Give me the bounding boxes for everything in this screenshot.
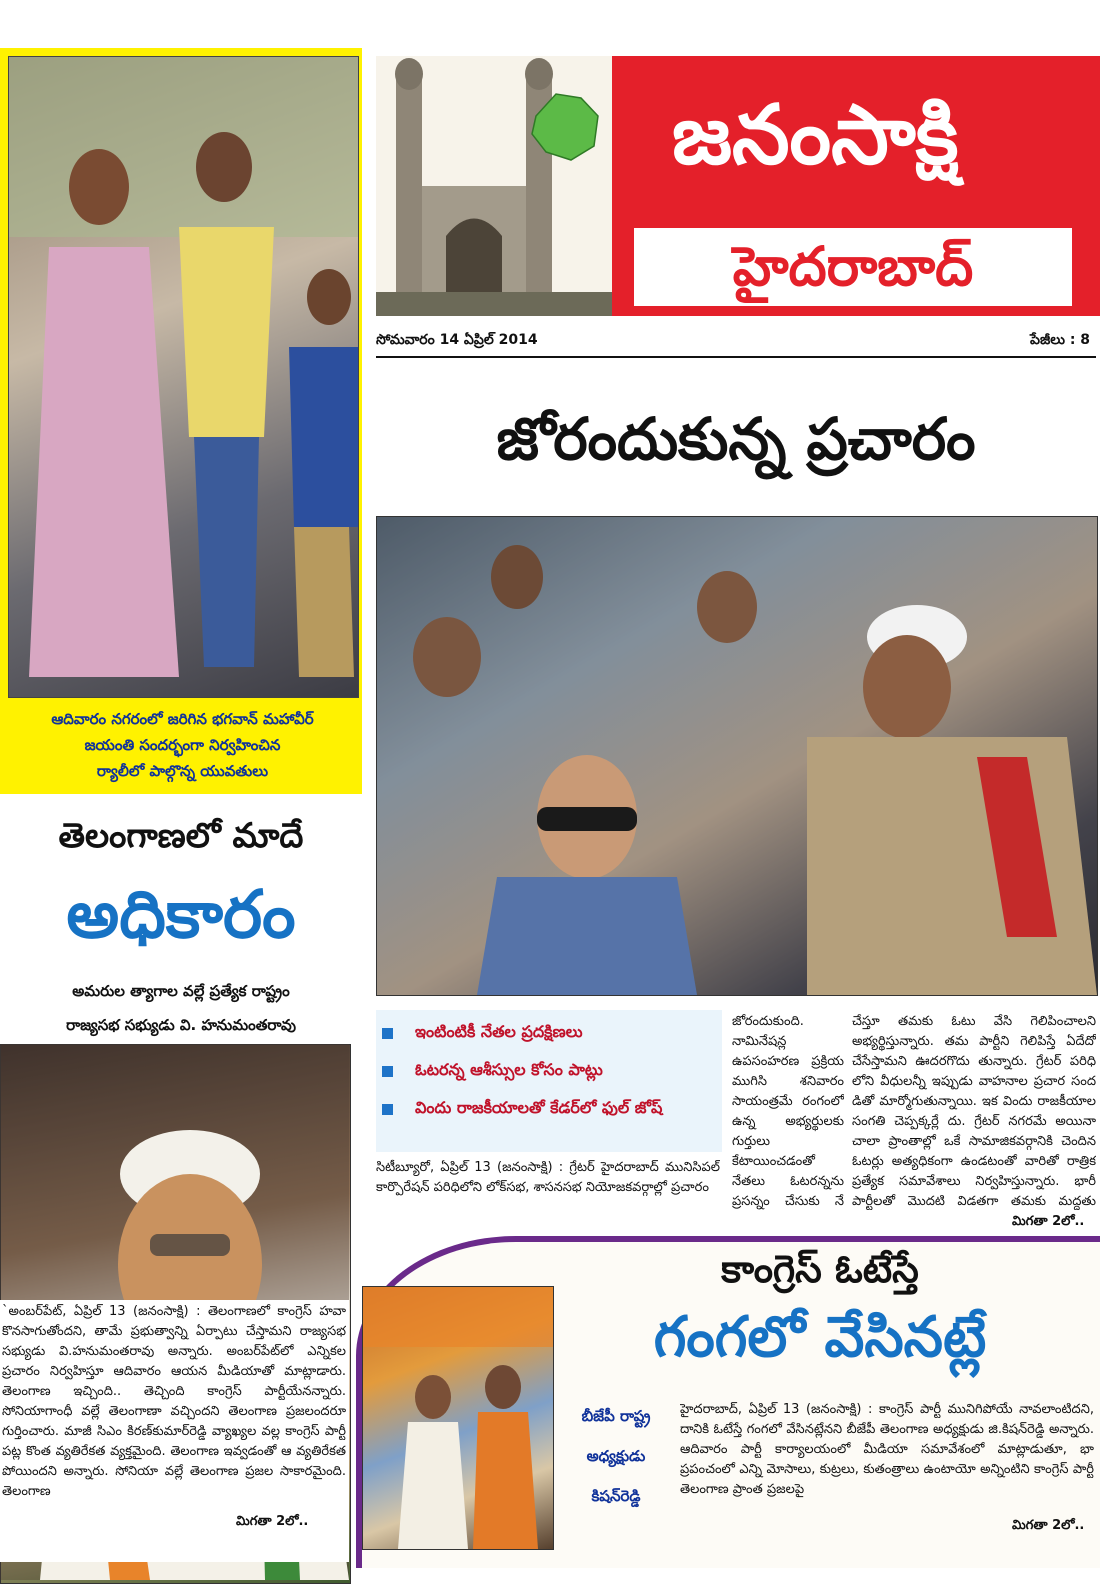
- masthead-pages: పేజీలు : 8: [1030, 332, 1091, 348]
- masthead-title: జనంసాక్షి: [672, 88, 959, 183]
- bullet-square-icon: [382, 1104, 393, 1115]
- main-story-more[interactable]: మిగతా 2లో..: [1012, 1214, 1085, 1229]
- left-subhead-2: రాజ్యసభ సభ్యుడు వి. హనుమంతరావు: [66, 1016, 296, 1034]
- bottom-side-caption: [560, 1396, 672, 1516]
- bjp-rally-figures: [363, 1287, 553, 1549]
- main-body-col1: సిటీబ్యూరో, ఏప్రిల్‌ 13 (జనంసాక్షి) : గ్రేటర్‌ హైదరాబాద్‌ మునిసిపల్‌ కార్పొరేషన్‌ పరిధిలోని లోక్‌సభ, శాసనసభ నియోజకవర్గాల్లో ప్రచారం: [376, 1160, 720, 1195]
- left-subhead-1: అమరుల త్యాగాల వల్లే ప్రత్యేక రాష్ట్రం: [72, 982, 290, 1000]
- rally-photo-figures: [9, 57, 358, 697]
- masthead-rule: [376, 356, 1096, 358]
- side-caption-3: కిషన్‌రెడ్డి: [591, 1487, 641, 1505]
- bullet-text-1: ఇంటింటికీ నేతల ప్రదక్షిణలు: [415, 1021, 583, 1041]
- main-campaign-photo: [376, 516, 1098, 996]
- left-story-more[interactable]: మిగతా 2లో..: [236, 1514, 309, 1529]
- bullet-item-1: [376, 1014, 722, 1052]
- masthead-charminar: [376, 56, 612, 316]
- masthead-red: [612, 56, 1100, 316]
- rally-photo: [8, 56, 359, 698]
- bullet-item-2: [376, 1052, 722, 1090]
- bullet-text-3: విందు రాజకీయాలతో కేడర్‌లో ఫుల్‌ జోష్‌: [415, 1097, 663, 1117]
- side-caption-2: అధ్యక్షుడు: [586, 1447, 646, 1465]
- kishan-reddy-photo: [362, 1286, 554, 1550]
- bullet-item-3: [376, 1090, 722, 1128]
- masthead-edition-box: [634, 228, 1072, 306]
- main-bullets: [376, 1010, 722, 1152]
- main-headline: జోరందుకున్న ప్రచారం: [496, 405, 976, 473]
- crowd-figures: [377, 517, 1097, 995]
- bullet-square-icon: [382, 1028, 393, 1039]
- main-body-col2: జోరందుకుంది. నామినేషన్ల ఉపసంహరణ ప్రక్రియ ముగిసి శనివారం సాయంత్రమే రంగంలో ఉన్న అభ్యర్థులకు గుర్తులు కేటాయించడంతో నేతలు ఓటరన్నను ప్రసన్నం చేసుకు నే: [732, 1014, 844, 1209]
- left-headline: అధికారం: [66, 876, 296, 953]
- caption-line-3: ర్యాలీలో పాల్గొన్న యువతులు: [96, 762, 269, 780]
- left-kicker: తెలంగాణలో మాదే: [58, 816, 304, 856]
- bottom-story-more[interactable]: మిగతా 2లో..: [1012, 1518, 1085, 1533]
- side-caption-1: బీజేపీ రాష్ట్ర: [581, 1407, 651, 1425]
- main-body-col3: చేస్తూ తమకు ఓటు వేసి గెలిపించాలని అభ్యర్థిస్తున్నారు. తమ పార్టీని గెలిపిస్తే ఏదేదో చేసేస్తామని ఊదరగొదు తున్నారు. గ్రేటర్‌ పరిధి లోని వీధులన్నీ ఇప్పుడు వాహనాల ప్రచార సంద డితో మార్మోగుతున్నాయి. ఇక విందు రాజకీయాల సంగతి చెప్పక్కర్లే దు. గ్రేటర్‌ నగరమే అయినా చాలా ప్రాంతాల్లో ఒకే సామాజికవర్గానికి చెందిన ఓటర్లు అత్యధికంగా ఉండటంతో వారితో రాత్రిక ప్రత్యేక సమావేశాలు నిర్వహిస్తున్నారు. భారీ పార్టీలతో మొదటి విడతగా తమకు మద్దతు: [852, 1014, 1096, 1209]
- caption-line-2: జయంతి సందర్భంగా నిర్వహించిన: [84, 736, 281, 754]
- bullet-square-icon: [382, 1066, 393, 1077]
- masthead-edition: హైదరాబాద్: [732, 235, 974, 298]
- bottom-kicker: కాంగ్రెస్‌ ఓటేస్తే: [721, 1247, 919, 1291]
- rally-caption: [8, 706, 357, 784]
- masthead-date: సోమవారం 14 ఏప్రిల్‌ 2014: [376, 332, 538, 348]
- bottom-headline: గంగలో వేసినట్లే: [653, 1305, 987, 1370]
- bullet-text-2: ఓటరన్న ఆశీస్సుల కోసం పాట్లు: [415, 1059, 603, 1079]
- left-story-body: `అంబర్‌పేట్‌, ఏప్రిల్‌ 13 (జనంసాక్షి) : తెలంగాణలో కాంగ్రెస్‌ హవా కొనసాగుతోందని, తామే ప్రభుత్వాన్ని ఏర్పాటు చేస్తామని రాజ్యసభ సభ్యుడు వి.హనుమంతరావు అన్నారు. అంబర్‌పేట్‌లో ఎన్నికల ప్రచారం నిర్వహిస్తూ ఆదివారం ఆయన మీడియాతో మాట్లాడారు. తెలంగాణ ఇచ్చింది.. తెచ్చింది కాంగ్రెస్‌ పార్టీయేనన్నారు. సోనియాగాంధీ వల్లే తెలంగాణా వచ్చిందని తెలంగాణ ప్రజలందరూ గుర్తించారు. మాజీ సిఎం కిరణ్‌కుమార్‌రెడ్డి వ్యాఖ్యల వల్ల కాంగ్రెస్‌ పార్టీ పట్ల కొంత వ్యతిరేకత వ్యక్తమైంది. తెలంగాణ ఇవ్వడంతో ఆ వ్యతిరేకత పోయిందని అన్నారు. సోనియా వల్లే తెలంగాణ ప్రజల సాకారమైంది. తెలంగాణ: [2, 1304, 346, 1499]
- telangana-map-icon: [526, 86, 606, 166]
- bottom-story-body: హైదరాబాద్‌, ఏప్రిల్‌ 13 (జనంసాక్షి) : కాంగ్రెస్‌ పార్టీ మునిగిపోయే నావలాంటిదని, దానికి ఓటేస్తే గంగలో వేసినట్లేనని బీజేపీ తెలంగాణ అధ్యక్షుడు జి.కిషన్‌రెడ్డి అన్నారు. ఆదివారం పార్టీ కార్యాలయంలో మీడియా సమావేశంలో మాట్లాడుతూ, భా ప్రపంచంలో ఎన్ని మోసాలు, కుట్రలు, కుతంత్రాలు ఉంటాయో అన్నింటిని కాంగ్రెస్‌ పార్టీ తెలంగాణ ప్రాంత ప్రజలపై: [680, 1402, 1094, 1497]
- caption-line-1: ఆదివారం నగరంలో జరిగిన భగవాన్‌ మహావీర్‌: [51, 710, 314, 728]
